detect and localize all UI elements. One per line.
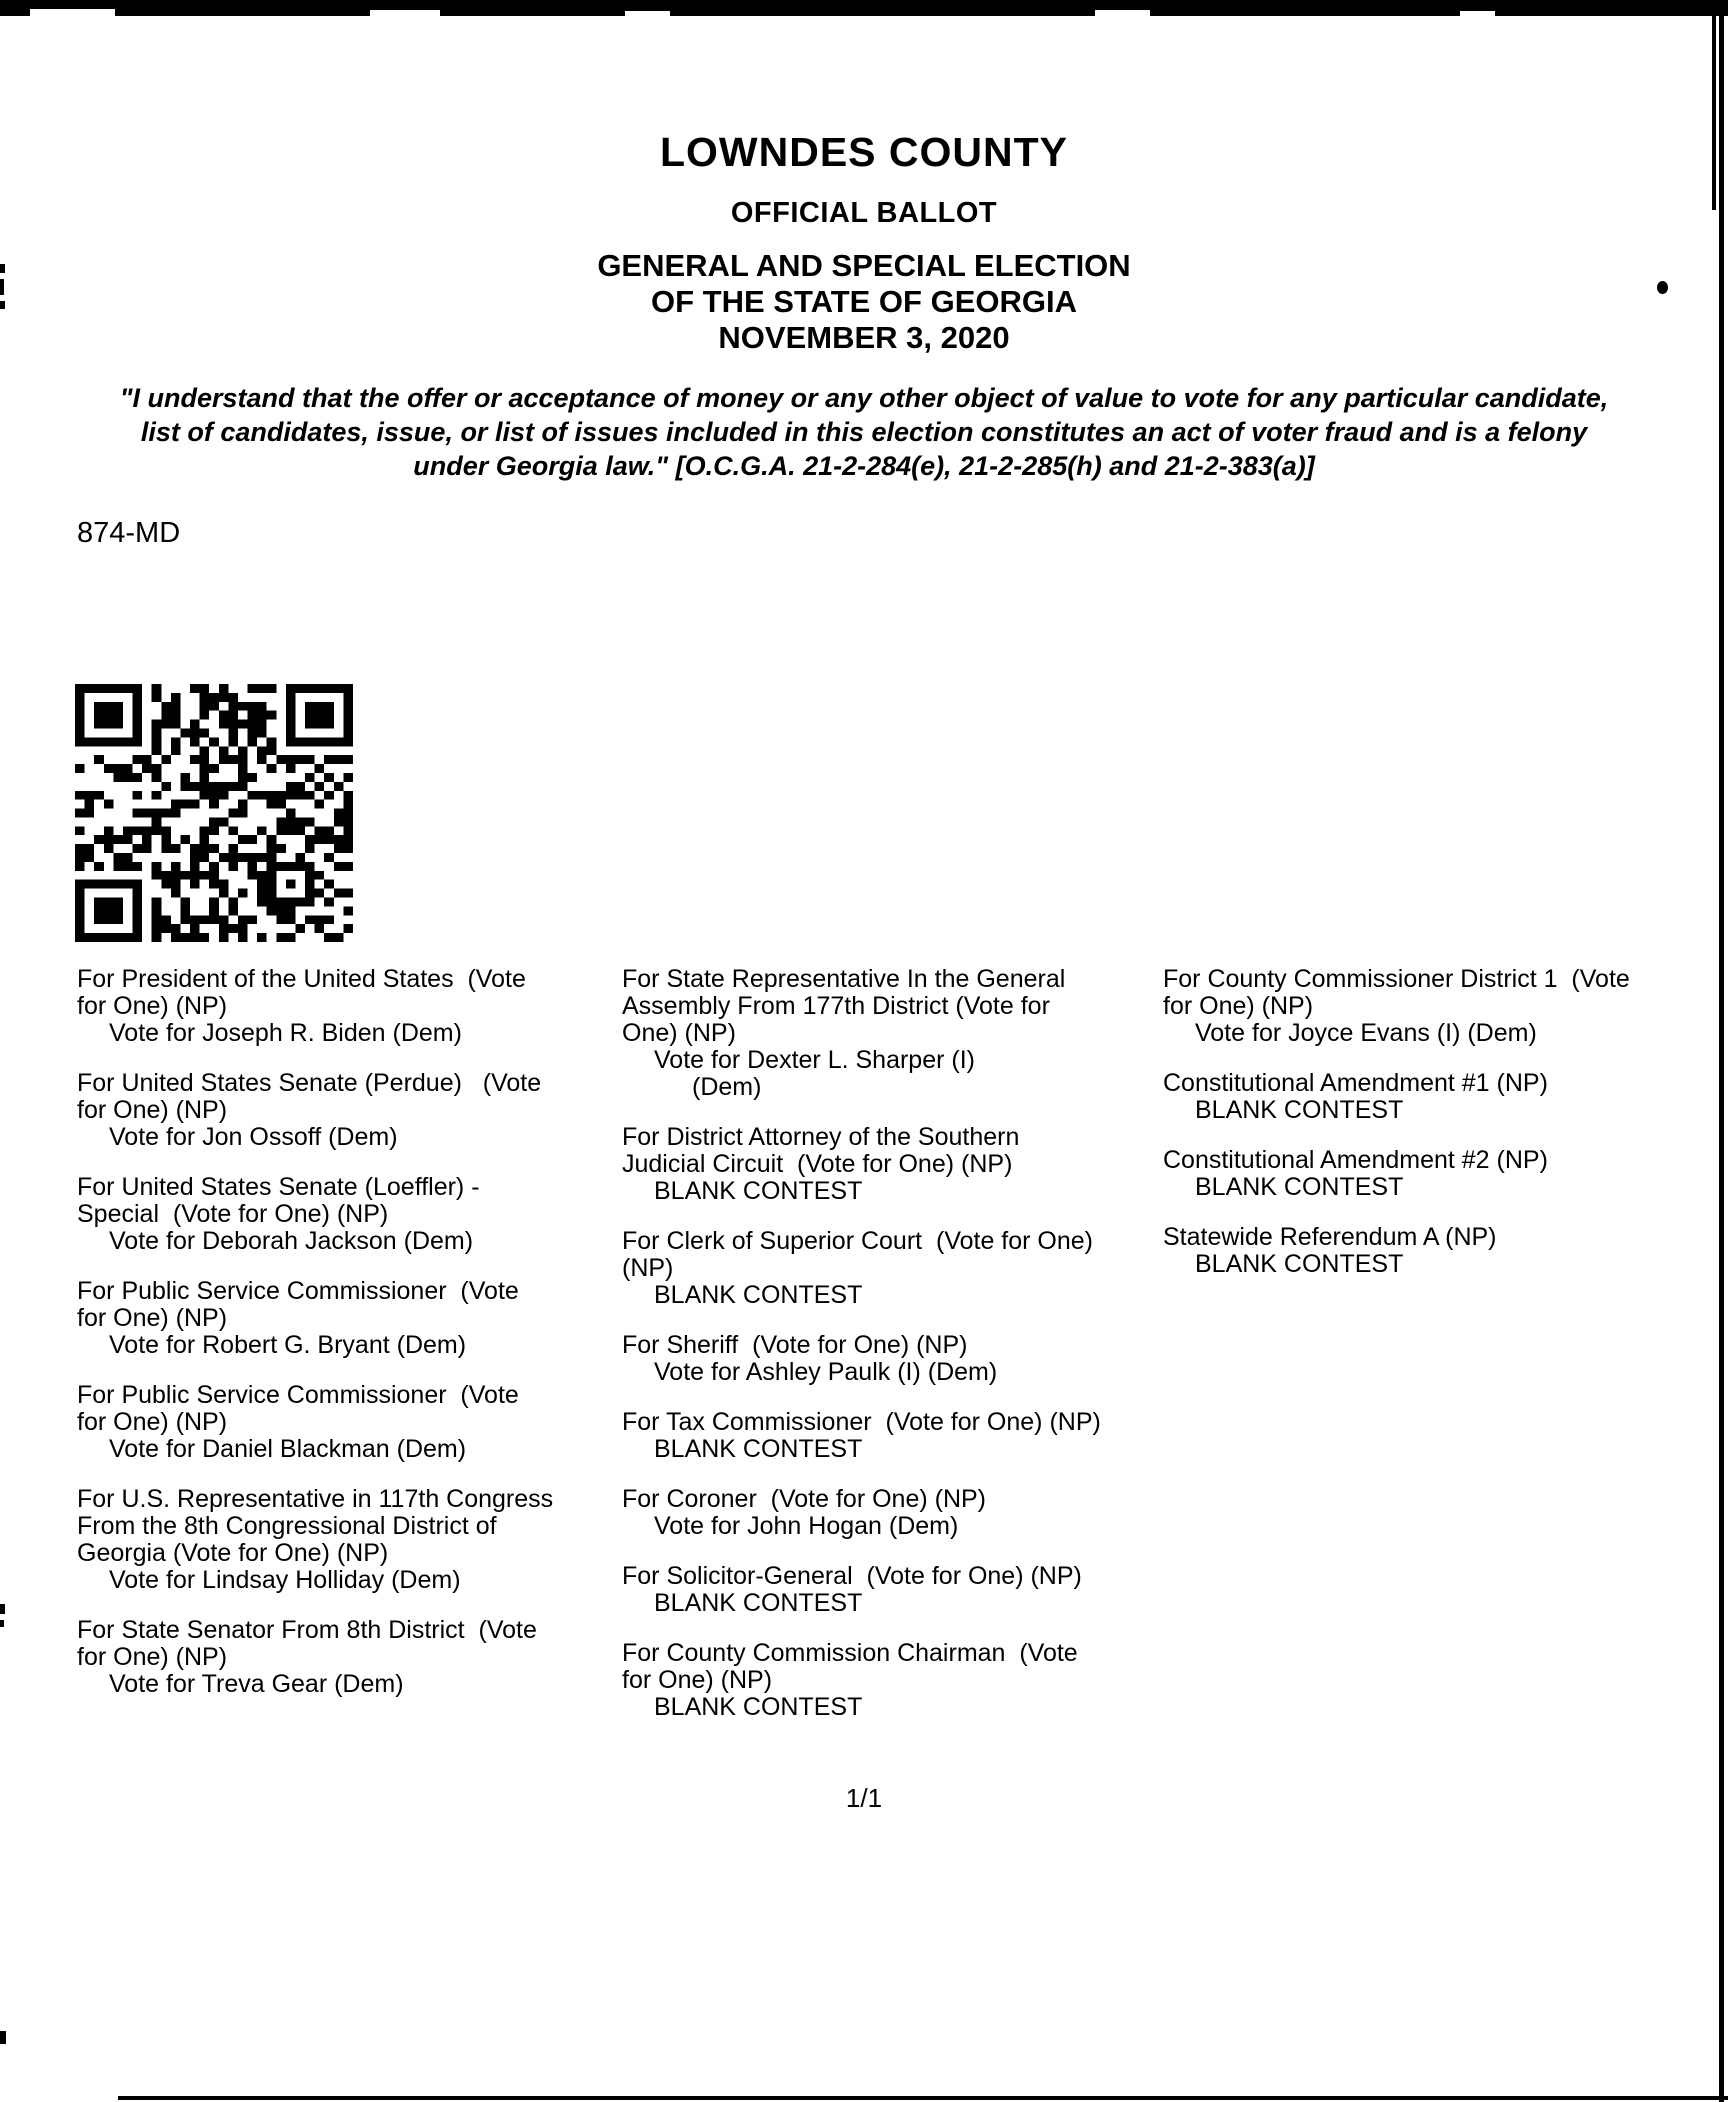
contest-title-line: For United States Senate (Loeffler) -: [77, 1173, 480, 1201]
scan-artifact-left-dash: [0, 1604, 5, 1614]
disclaimer-line: "I understand that the offer or acceptance of money or any other object of value to vote for any particular candidate,: [119, 383, 1609, 413]
contest-block: [77, 1486, 553, 1594]
election-title-line2: OF THE STATE OF GEORGIA: [651, 284, 1077, 319]
contest-title-line: For Solicitor-General (Vote for One) (NP): [622, 1562, 1082, 1590]
contest-vote-line: Vote for Joyce Evans (I) (Dem): [1195, 1019, 1537, 1047]
county-title: LOWNDES COUNTY: [659, 129, 1069, 175]
contest-block: [622, 1332, 1101, 1386]
contest-title-line: For Sheriff (Vote for One) (NP): [622, 1331, 968, 1359]
contest-title-line: Special (Vote for One) (NP): [77, 1200, 389, 1228]
contest-vote-line: BLANK CONTEST: [654, 1435, 863, 1463]
contest-vote-line: Vote for Dexter L. Sharper (I): [654, 1046, 975, 1074]
contest-vote-line: Vote for Lindsay Holliday (Dem): [109, 1566, 461, 1594]
contest-vote-line: (Dem): [692, 1073, 762, 1101]
contest-vote-line: Vote for Deborah Jackson (Dem): [109, 1227, 474, 1255]
contest-vote-line: Vote for Ashley Paulk (I) (Dem): [654, 1358, 998, 1386]
contest-title-line: For United States Senate (Perdue) (Vote: [77, 1069, 542, 1097]
contest-vote-line: BLANK CONTEST: [654, 1177, 863, 1205]
contest-vote-line: Vote for Treva Gear (Dem): [109, 1670, 404, 1698]
contest-block: [622, 1124, 1101, 1205]
ballot-column-2: [622, 966, 1101, 1744]
contest-title-line: for One) (NP): [77, 1304, 228, 1332]
contest-title-line: for One) (NP): [622, 1666, 773, 1694]
contest-vote-line: BLANK CONTEST: [654, 1693, 863, 1721]
contest-block: [77, 1382, 553, 1463]
ballot-column-3: [1163, 966, 1630, 1301]
contest-vote-line: BLANK CONTEST: [1195, 1173, 1404, 1201]
contest-block: [77, 1617, 553, 1698]
contest-title-line: For Coroner (Vote for One) (NP): [622, 1485, 987, 1513]
contest-block: [622, 1640, 1101, 1721]
contest-title-line: for One) (NP): [1163, 992, 1314, 1020]
contest-block: [1163, 1070, 1630, 1124]
contest-title-line: One) (NP): [622, 1019, 736, 1047]
contest-vote-line: Vote for John Hogan (Dem): [654, 1512, 959, 1540]
contest-title-line: for One) (NP): [77, 1096, 228, 1124]
contest-vote-line: Vote for Robert G. Bryant (Dem): [109, 1331, 467, 1359]
voter-fraud-disclaimer: [0, 381, 1728, 483]
contest-block: [622, 1563, 1101, 1617]
contest-block: [1163, 1224, 1630, 1278]
contest-vote-line: BLANK CONTEST: [654, 1281, 863, 1309]
contest-title-line: For President of the United States (Vote: [77, 965, 526, 993]
contest-title-line: Constitutional Amendment #2 (NP): [1163, 1146, 1548, 1174]
contest-title-line: For U.S. Representative in 117th Congress: [77, 1485, 554, 1513]
contest-title-line: For County Commission Chairman (Vote: [622, 1639, 1078, 1667]
contest-block: [622, 966, 1101, 1101]
disclaimer-line: list of candidates, issue, or list of issues included in this election constitutes an act of voter fraud and is a felony: [140, 417, 1588, 447]
contest-title-line: For Public Service Commissioner (Vote: [77, 1381, 519, 1409]
contest-title-line: for One) (NP): [77, 1408, 228, 1436]
official-ballot-title: OFFICIAL BALLOT: [730, 197, 998, 229]
contest-title-line: Georgia (Vote for One) (NP): [77, 1539, 389, 1567]
contest-title-line: Judicial Circuit (Vote for One) (NP): [622, 1150, 1013, 1178]
contest-title-line: Constitutional Amendment #1 (NP): [1163, 1069, 1548, 1097]
scan-artifact-left-dash: [0, 1620, 4, 1627]
contest-title-line: From the 8th Congressional District of: [77, 1512, 497, 1540]
contest-vote-line: Vote for Daniel Blackman (Dem): [109, 1435, 467, 1463]
contest-vote-line: Vote for Jon Ossoff (Dem): [109, 1123, 398, 1151]
scan-artifact-right-edge-line-top: [1712, 0, 1716, 210]
contest-block: [1163, 966, 1630, 1047]
contest-title-line: For Clerk of Superior Court (Vote for One): [622, 1227, 1094, 1255]
contest-block: [1163, 1147, 1630, 1201]
ballot-column-1: [77, 966, 553, 1721]
qr-code-icon: [75, 684, 353, 942]
contest-block: [77, 966, 553, 1047]
contest-block: [77, 1174, 553, 1255]
contest-title-line: Assembly From 177th District (Vote for: [622, 992, 1050, 1020]
page-number: 1/1: [845, 1783, 883, 1813]
election-date: NOVEMBER 3, 2020: [718, 320, 1010, 355]
scan-artifact-left-dash: [0, 2031, 6, 2044]
contest-vote-line: BLANK CONTEST: [1195, 1096, 1404, 1124]
contest-block: [77, 1070, 553, 1151]
contest-title-line: For District Attorney of the Southern: [622, 1123, 1020, 1151]
contest-title-line: (NP): [622, 1254, 674, 1282]
contest-block: [622, 1486, 1101, 1540]
disclaimer-line: under Georgia law." [O.C.G.A. 21-2-284(e), 21-2-285(h) and 21-2-383(a)]: [413, 451, 1315, 481]
contest-block: [77, 1278, 553, 1359]
scan-artifact-bottom-line: [118, 2096, 1728, 2100]
contest-vote-line: BLANK CONTEST: [654, 1589, 863, 1617]
ballot-style-number: 874-MD: [77, 517, 181, 549]
contest-title-line: for One) (NP): [77, 992, 228, 1020]
contest-title-line: Statewide Referendum A (NP): [1163, 1223, 1497, 1251]
election-title-line1: GENERAL AND SPECIAL ELECTION: [597, 248, 1131, 283]
contest-block: [622, 1409, 1101, 1463]
contest-vote-line: BLANK CONTEST: [1195, 1250, 1404, 1278]
contest-title-line: For Public Service Commissioner (Vote: [77, 1277, 519, 1305]
scan-artifact-top-bar: [0, 0, 1728, 16]
contest-vote-line: Vote for Joseph R. Biden (Dem): [109, 1019, 462, 1047]
contest-title-line: For State Senator From 8th District (Vote: [77, 1616, 537, 1644]
contest-block: [622, 1228, 1101, 1309]
contest-title-line: for One) (NP): [77, 1643, 228, 1671]
contest-title-line: For County Commissioner District 1 (Vote: [1163, 965, 1630, 993]
contest-title-line: For State Representative In the General: [622, 965, 1066, 993]
contest-title-line: For Tax Commissioner (Vote for One) (NP): [622, 1408, 1101, 1436]
